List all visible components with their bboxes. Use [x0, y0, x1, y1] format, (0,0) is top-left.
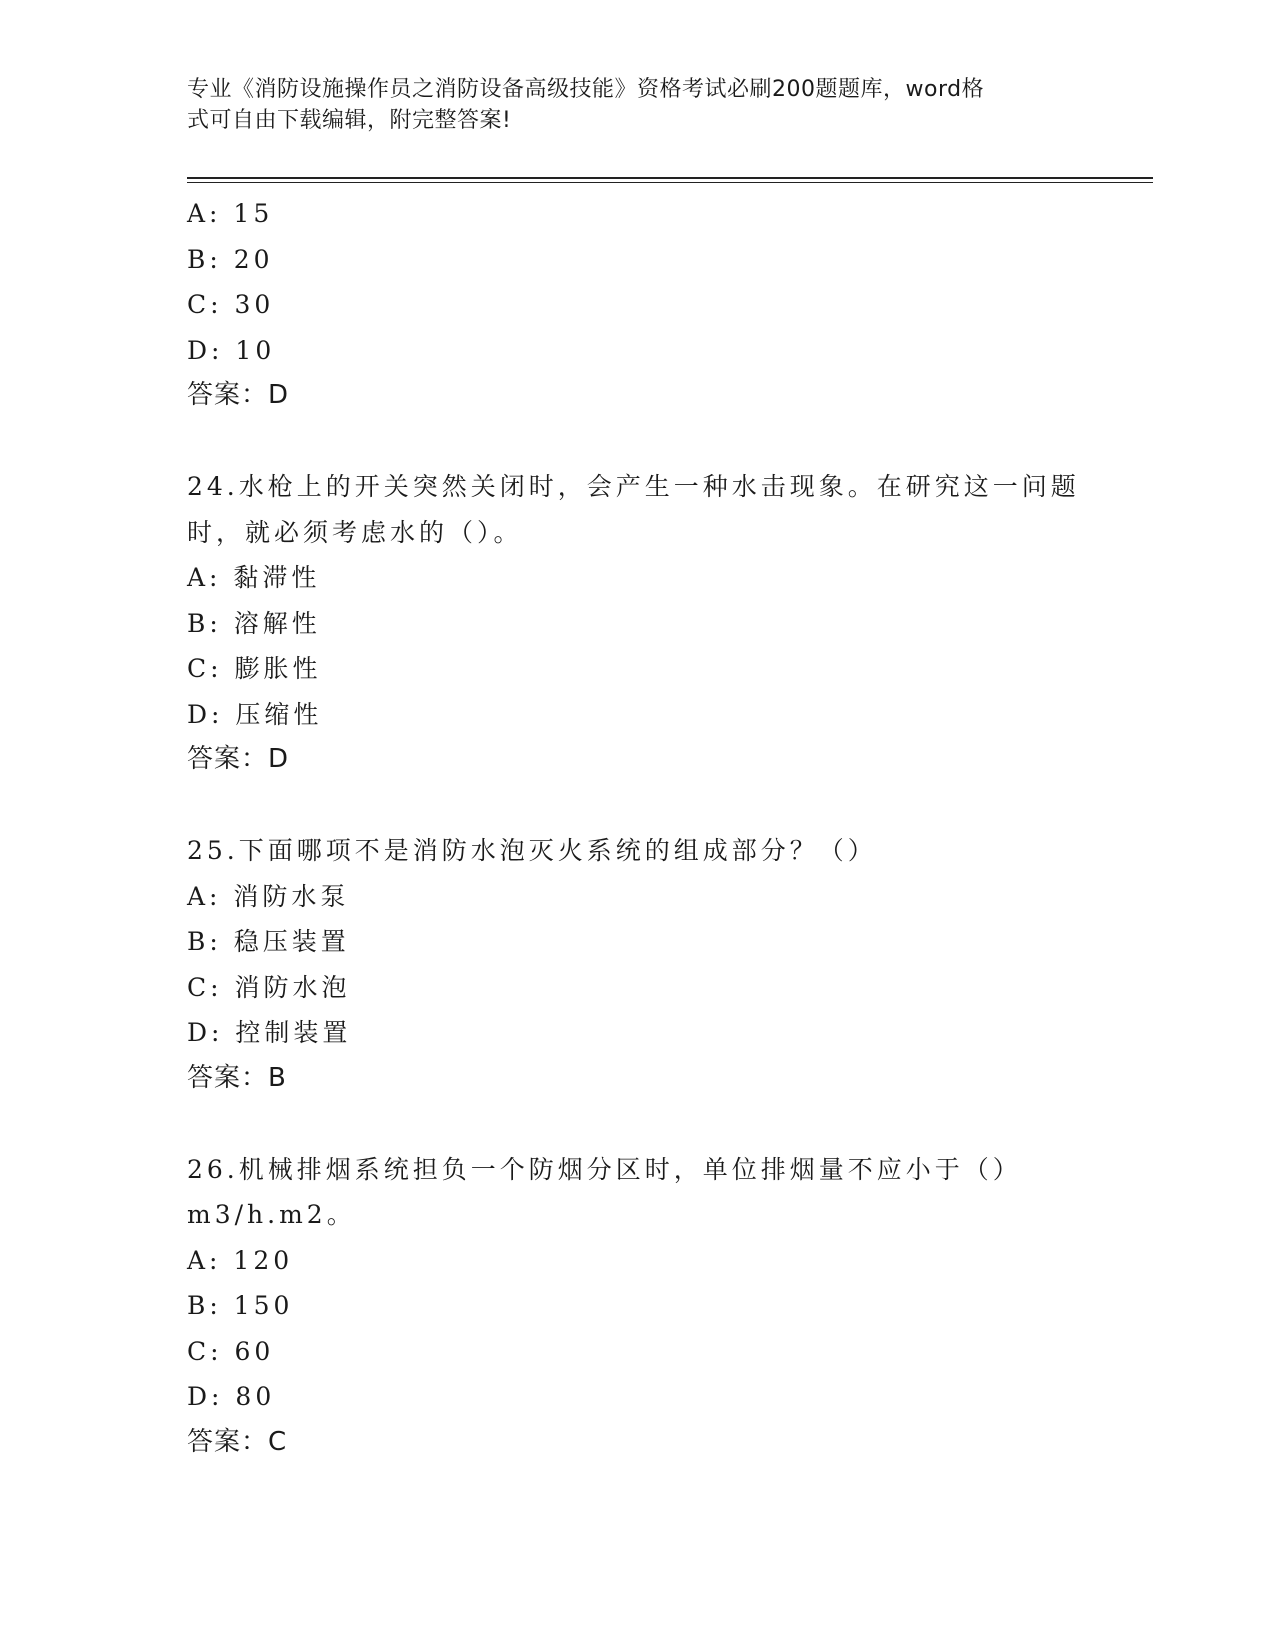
option-c: C: 60	[187, 1336, 275, 1366]
header-line-2: 式可自由下载编辑，附完整答案!	[187, 108, 512, 133]
header-line-1: 专业《消防设施操作员之消防设备高级技能》资格考试必刷200题题库，word格	[187, 77, 985, 102]
option-b: B: 稳压装置	[187, 927, 350, 956]
question-26	[187, 1147, 1087, 1465]
option-d: D: 压缩性	[187, 699, 323, 729]
spacer	[187, 782, 1087, 828]
question-25	[187, 828, 1087, 1101]
answer-line: 答案：D	[187, 380, 290, 410]
question-text-line: 26.机械排烟系统担负一个防烟分区时，单位排烟量不应小于（）	[187, 1154, 1022, 1184]
option-b: B: 150	[187, 1291, 294, 1320]
question-text-line: 24.水枪上的开关突然关闭时，会产生一种水击现象。在研究这一问题	[187, 472, 1080, 501]
spacer	[187, 418, 1087, 464]
option-c: C: 消防水泡	[187, 972, 351, 1002]
spacer	[187, 1101, 1087, 1147]
question-24	[187, 464, 1087, 782]
question-list	[187, 191, 1087, 1465]
header-rule-thick	[187, 177, 1153, 179]
option-a: A: 消防水泵	[187, 881, 350, 911]
option-a: A: 120	[187, 1245, 294, 1275]
option-a: A: 黏滞性	[187, 563, 321, 592]
option-b: B: 20	[187, 244, 274, 274]
option-b: B: 溶解性	[187, 608, 321, 638]
option-d: D: 80	[187, 1382, 276, 1411]
answer-line: 答案：B	[187, 1062, 287, 1093]
option-a: A: 15	[187, 199, 274, 228]
header-rule-thin	[187, 182, 1153, 183]
question-text-line: 时，就必须考虑水的（）。	[187, 517, 523, 547]
option-d: D: 10	[187, 335, 276, 365]
question-23	[187, 191, 1087, 418]
question-text-line: 25.下面哪项不是消防水泡灭火系统的组成部分？（）	[187, 836, 877, 865]
option-d: D: 控制装置	[187, 1018, 352, 1047]
answer-line: 答案：C	[187, 1426, 288, 1457]
question-text-line: m3/h.m2。	[187, 1200, 356, 1229]
document-header	[187, 74, 1067, 136]
option-c: C: 30	[187, 290, 275, 319]
option-c: C: 膨胀性	[187, 654, 322, 683]
answer-line: 答案：D	[187, 744, 290, 774]
